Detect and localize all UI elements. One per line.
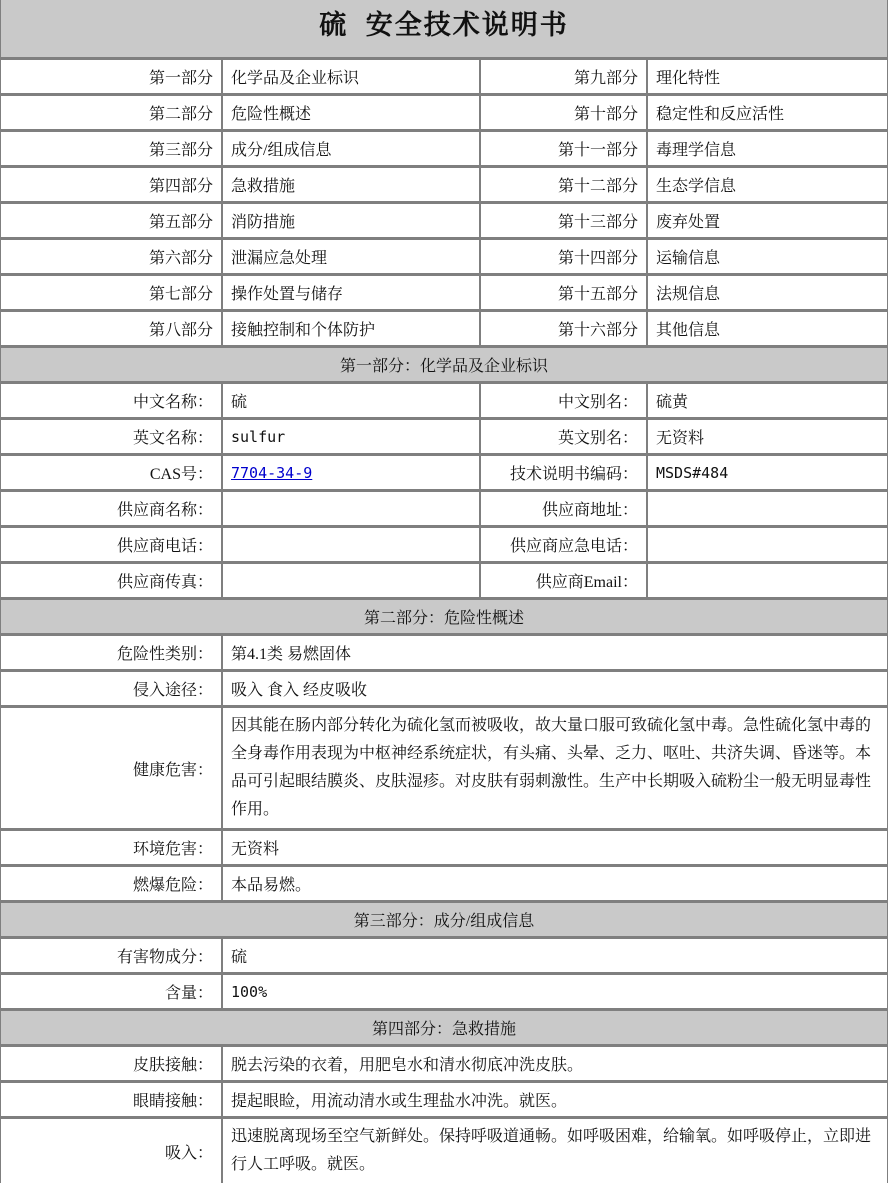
toc-section-title: 泄漏应急处理 — [223, 240, 479, 273]
toc-section-number: 第二部分 — [1, 96, 221, 129]
toc-section-number: 第十部分 — [481, 96, 646, 129]
field-value — [223, 528, 479, 561]
toc-row — [1, 168, 887, 201]
field-value: 无资料 — [648, 420, 887, 453]
toc-section-number: 第十四部分 — [481, 240, 646, 273]
toc-section-number: 第十一部分 — [481, 132, 646, 165]
field-label: 含量： — [1, 975, 221, 1008]
field-value: 硫黄 — [648, 384, 887, 417]
document-title-bar — [1, 0, 887, 57]
toc-section-number: 第四部分 — [1, 168, 221, 201]
field-row — [1, 1083, 887, 1116]
section-1-header: 第一部分：化学品及企业标识 — [1, 348, 887, 381]
field-row — [1, 528, 887, 561]
toc-section-title: 化学品及企业标识 — [223, 60, 479, 93]
toc-section-title: 接触控制和个体防护 — [223, 312, 479, 345]
field-row — [1, 831, 887, 864]
field-label: 皮肤接触： — [1, 1047, 221, 1080]
toc-row — [1, 312, 887, 345]
field-label: 中文别名： — [481, 384, 646, 417]
toc-row — [1, 240, 887, 273]
field-value — [648, 528, 887, 561]
toc-section-title: 急救措施 — [223, 168, 479, 201]
section-header-row — [1, 348, 887, 381]
toc-section-number: 第十二部分 — [481, 168, 646, 201]
field-value — [223, 456, 479, 489]
field-label: CAS号： — [1, 456, 221, 489]
field-label: 供应商传真： — [1, 564, 221, 597]
field-row — [1, 939, 887, 972]
field-value: 脱去污染的衣着，用肥皂水和清水彻底冲洗皮肤。 — [223, 1047, 887, 1080]
field-row — [1, 708, 887, 828]
field-label: 供应商Email： — [481, 564, 646, 597]
toc-section-title: 法规信息 — [648, 276, 887, 309]
field-value: sulfur — [223, 420, 479, 453]
field-label: 吸入： — [1, 1119, 221, 1183]
field-label: 供应商应急电话： — [481, 528, 646, 561]
toc-section-title: 生态学信息 — [648, 168, 887, 201]
field-row — [1, 384, 887, 417]
toc-row — [1, 96, 887, 129]
toc-section-number: 第十三部分 — [481, 204, 646, 237]
field-row — [1, 867, 887, 900]
field-label: 健康危害： — [1, 708, 221, 828]
toc-section-number: 第六部分 — [1, 240, 221, 273]
section-header-row — [1, 903, 887, 936]
field-value: 吸入 食入 经皮吸收 — [223, 672, 887, 705]
field-label: 燃爆危险： — [1, 867, 221, 900]
toc-section-number: 第五部分 — [1, 204, 221, 237]
field-value: 第4.1类 易燃固体 — [223, 636, 887, 669]
field-row — [1, 564, 887, 597]
field-label: 英文名称： — [1, 420, 221, 453]
field-label: 供应商名称： — [1, 492, 221, 525]
toc-section-title: 消防措施 — [223, 204, 479, 237]
toc-row — [1, 276, 887, 309]
field-value — [648, 564, 887, 597]
field-value: 100% — [223, 975, 887, 1008]
field-label: 环境危害： — [1, 831, 221, 864]
toc-section-title: 废弃处置 — [648, 204, 887, 237]
field-label: 眼睛接触： — [1, 1083, 221, 1116]
field-row — [1, 492, 887, 525]
toc-row — [1, 204, 887, 237]
toc-section-title: 稳定性和反应活性 — [648, 96, 887, 129]
section-3-header: 第三部分：成分/组成信息 — [1, 903, 887, 936]
field-row — [1, 975, 887, 1008]
field-value: 因其能在肠内部分转化为硫化氢而被吸收，故大量口服可致硫化氢中毒。急性硫化氢中毒的全身毒作用表现为中枢神经系统症状，有头痛、头晕、乏力、呕吐、共济失调、昏迷等。本品可引起眼结膜炎、皮肤湿疹。对皮肤有弱刺激性。生产中长期吸入硫粉尘一般无明显毒性作用。 — [223, 708, 887, 828]
toc-section-title: 毒理学信息 — [648, 132, 887, 165]
toc-row — [1, 60, 887, 93]
field-value: MSDS#484 — [648, 456, 887, 489]
toc-section-number: 第十六部分 — [481, 312, 646, 345]
field-value: 迅速脱离现场至空气新鲜处。保持呼吸道通畅。如呼吸困难，给输氧。如呼吸停止，立即进行人工呼吸。就医。 — [223, 1119, 887, 1183]
toc-section-title: 理化特性 — [648, 60, 887, 93]
field-label: 危险性类别： — [1, 636, 221, 669]
field-row — [1, 420, 887, 453]
toc-section-number: 第九部分 — [481, 60, 646, 93]
field-row — [1, 1047, 887, 1080]
field-row — [1, 1119, 887, 1183]
toc-section-number: 第八部分 — [1, 312, 221, 345]
section-header-row — [1, 1011, 887, 1044]
field-value: 硫 — [223, 939, 887, 972]
field-label: 供应商地址： — [481, 492, 646, 525]
toc-section-title: 其他信息 — [648, 312, 887, 345]
section-2-header: 第二部分：危险性概述 — [1, 600, 887, 633]
toc-section-number: 第十五部分 — [481, 276, 646, 309]
field-label: 有害物成分： — [1, 939, 221, 972]
section-header-row — [1, 600, 887, 633]
toc-section-number: 第七部分 — [1, 276, 221, 309]
toc-section-number: 第三部分 — [1, 132, 221, 165]
field-value: 无资料 — [223, 831, 887, 864]
field-label: 中文名称： — [1, 384, 221, 417]
toc-section-number: 第一部分 — [1, 60, 221, 93]
document-title: 硫 安全技术说明书 — [319, 10, 569, 40]
toc-section-title: 成分/组成信息 — [223, 132, 479, 165]
field-row — [1, 672, 887, 705]
field-value: 提起眼睑，用流动清水或生理盐水冲洗。就医。 — [223, 1083, 887, 1116]
field-label: 供应商电话： — [1, 528, 221, 561]
section-4-header: 第四部分：急救措施 — [1, 1011, 887, 1044]
field-label: 侵入途径： — [1, 672, 221, 705]
field-value — [223, 492, 479, 525]
field-value — [223, 564, 479, 597]
field-value: 本品易燃。 — [223, 867, 887, 900]
field-row — [1, 456, 887, 489]
toc-section-title: 危险性概述 — [223, 96, 479, 129]
toc-row — [1, 132, 887, 165]
field-label: 技术说明书编码： — [481, 456, 646, 489]
field-label: 英文别名： — [481, 420, 646, 453]
cas-number-link[interactable]: 7704-34-9 — [231, 463, 313, 482]
field-row — [1, 636, 887, 669]
field-value — [648, 492, 887, 525]
toc-section-title: 运输信息 — [648, 240, 887, 273]
field-value: 硫 — [223, 384, 479, 417]
toc-section-title: 操作处置与储存 — [223, 276, 479, 309]
